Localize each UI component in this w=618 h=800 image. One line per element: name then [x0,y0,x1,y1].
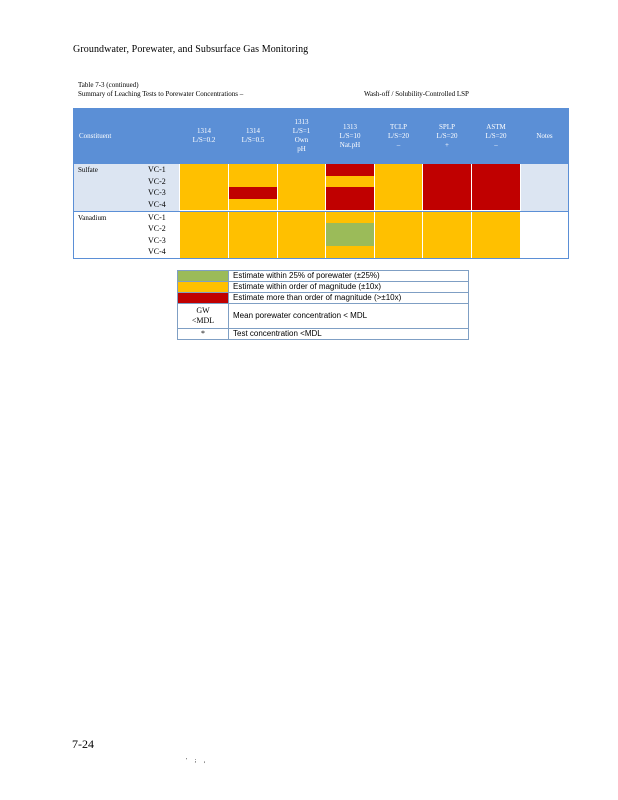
header-line: Nat.pH [339,140,361,149]
result-cell [278,164,326,212]
sample-label: VC-1 [148,212,166,222]
constituent-cell [74,211,180,259]
result-yellow [180,212,228,224]
result-cell [472,164,521,212]
header-1313-ls10 [326,109,375,164]
legend-description: Estimate within 25% of porewater (±25%) [229,271,469,282]
result-yellow [423,223,471,235]
header-splp [423,109,472,164]
result-red [423,199,471,211]
header-line: L/S=0.5 [241,136,265,144]
result-yellow [472,223,520,235]
table-subtitle-right: Wash-off / Solubility-Controlled LSP [364,90,469,98]
result-yellow [472,246,520,258]
constituent-name: Sulfate [78,166,98,174]
legend-description: Mean porewater concentration < MDL [229,304,469,329]
result-cell [180,164,229,212]
result-red [472,176,520,188]
result-yellow [375,235,422,247]
result-yellow [278,164,325,176]
result-yellow [375,212,422,224]
legend-row [178,304,469,329]
result-red [423,164,471,176]
result-red [472,199,520,211]
header-line: L/S=20 [436,131,458,140]
table-label: Table 7-3 (continued) [78,81,139,89]
result-yellow [180,223,228,235]
result-cell [423,211,472,259]
header-line: L/S=10 [339,131,361,140]
header-line: + [445,140,449,149]
result-cell [229,211,278,259]
result-yellow [423,235,471,247]
result-red [423,176,471,188]
header-row [74,109,569,164]
legend-description: Estimate more than order of magnitude (>±10x) [229,293,469,304]
notes-cell [521,211,569,259]
result-cell [423,164,472,212]
header-line: L/S=20 [485,131,507,140]
result-yellow [326,176,374,188]
header-line: L/S=1 [292,127,311,135]
table-row [74,211,569,259]
result-yellow [229,235,277,247]
result-cell [180,211,229,259]
sample-label: VC-3 [148,188,166,197]
result-yellow [278,199,325,211]
legend-description: Estimate within order of magnitude (±10x) [229,282,469,293]
result-cell [229,164,278,212]
header-constituent: Constituent [74,109,180,164]
result-cell [326,211,375,259]
legend-row [178,293,469,304]
page-number: 7-24 [72,737,94,751]
result-yellow [180,246,228,258]
result-yellow [375,199,422,211]
header-line: L/S=0.2 [192,136,216,144]
sample-label: VC-2 [148,176,166,186]
result-cell [278,211,326,259]
header-1314-ls02 [180,109,229,164]
legend-row [178,271,469,282]
result-yellow [278,187,325,199]
result-red [326,187,374,199]
result-yellow [229,212,277,224]
result-cell [472,211,521,259]
result-yellow [278,235,325,247]
result-red [472,187,520,199]
footer-mark: ' ; , [186,758,209,764]
result-yellow [375,187,422,199]
result-red [472,164,520,176]
running-header: Groundwater, Porewater, and Subsurface Gas Monitoring [73,44,309,55]
result-cell [375,211,423,259]
result-yellow [229,246,277,258]
result-cell [326,164,375,212]
result-yellow [375,164,422,176]
header-1314-ls05 [229,109,278,164]
result-yellow [278,176,325,188]
result-yellow [472,212,520,224]
sample-label: VC-3 [148,235,166,245]
legend-symbol: * [178,329,229,340]
legend-row [178,329,469,340]
result-red [326,199,374,211]
result-yellow [472,235,520,247]
header-line: 1313 [294,118,309,126]
result-yellow [180,176,228,188]
result-yellow [229,164,277,176]
sample-label: VC-4 [148,199,166,209]
result-yellow [278,223,325,235]
table-subtitle [78,90,498,98]
result-yellow [180,235,228,247]
table-subtitle-left: Summary of Leaching Tests to Porewater Concentrations – [78,90,244,98]
header-line: ASTM [486,122,506,131]
header-line: L/S=20 [387,131,410,140]
header-1313-ls1 [278,109,326,164]
result-yellow [180,164,228,176]
result-yellow [229,223,277,235]
result-yellow [375,223,422,235]
header-line: 1313 [343,122,357,131]
table-row [74,164,569,212]
header-line: pH [297,145,306,153]
constituent-cell [74,164,180,212]
leaching-summary-table [73,108,569,259]
result-yellow [326,246,374,258]
header-line: SPLP [439,122,455,131]
result-yellow [375,176,422,188]
result-yellow [375,246,422,258]
constituent-name: Vanadium [78,213,107,222]
sample-label: VC-1 [148,165,166,174]
result-yellow [423,212,471,224]
header-line: – [396,140,401,149]
result-yellow [180,199,228,211]
legend-swatch-green [178,271,229,282]
header-line: – [494,140,498,149]
result-yellow [180,187,228,199]
header-notes: Notes [521,109,569,164]
sample-label: VC-2 [148,224,166,233]
header-astm [472,109,521,164]
sample-label: VC-4 [148,247,166,256]
legend-symbol: GW <MDL [178,304,229,329]
notes-cell [521,164,569,212]
header-line: Own [294,136,309,144]
header-line: 1314 [246,127,260,135]
result-green [326,223,374,235]
legend-swatch-red [178,293,229,304]
result-yellow [278,212,325,224]
result-yellow [229,199,277,211]
header-tclp [375,109,423,164]
header-line: 1314 [197,127,211,135]
result-red [423,187,471,199]
color-legend [177,270,469,340]
result-cell [375,164,423,212]
result-yellow [326,212,374,224]
legend-swatch-yellow [178,282,229,293]
legend-row [178,282,469,293]
result-red [326,164,374,176]
legend-description: Test concentration <MDL [229,329,469,340]
result-green [326,235,374,247]
result-red [229,187,277,199]
result-yellow [229,176,277,188]
result-yellow [278,246,325,258]
header-line: TCLP [389,122,408,131]
result-yellow [423,246,471,258]
